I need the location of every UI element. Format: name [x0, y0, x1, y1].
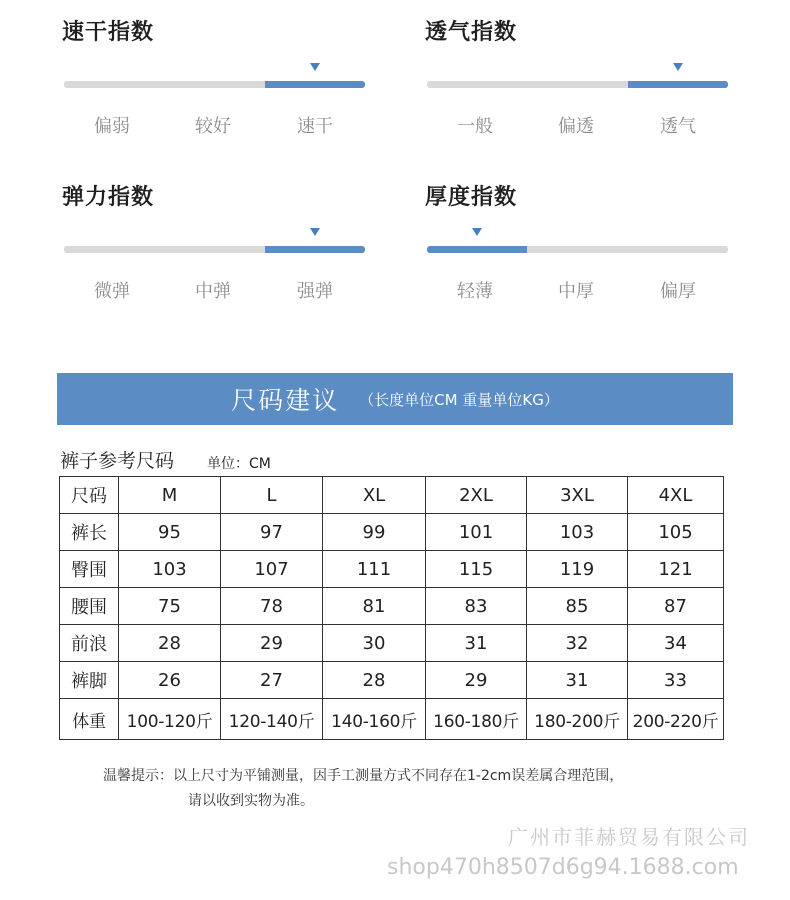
size-header: M	[119, 477, 221, 514]
indicator-fill	[628, 81, 728, 88]
size-header: L	[221, 477, 323, 514]
table-cell: 32	[527, 625, 628, 662]
table-cell: 29	[221, 625, 323, 662]
size-header: 3XL	[527, 477, 628, 514]
table-cell: 28	[323, 662, 426, 699]
table-row	[60, 514, 724, 551]
company-watermark: 广州市菲赫贸易有限公司	[508, 825, 750, 849]
header-label: 尺码	[60, 477, 119, 514]
table-row	[60, 588, 724, 625]
table-cell: 103	[527, 514, 628, 551]
table-cell: 119	[527, 551, 628, 588]
size-advice-banner	[57, 373, 733, 425]
table-cell: 31	[426, 625, 527, 662]
indicator-title: 厚度指数	[425, 185, 518, 210]
table-cell: 81	[323, 588, 426, 625]
indicator-title: 弹力指数	[62, 185, 155, 210]
indicator-track	[427, 246, 728, 253]
elasticity-indicator	[62, 170, 367, 310]
table-row	[60, 699, 724, 740]
indicator-label: 中弹	[195, 281, 231, 302]
indicator-label: 一般	[457, 116, 493, 137]
indicator-label: 轻薄	[457, 281, 493, 302]
table-cell: 31	[527, 662, 628, 699]
thickness-indicator	[425, 170, 730, 310]
table-cell: 30	[323, 625, 426, 662]
table-title: 裤子参考尺码	[60, 450, 175, 472]
breathability-indicator	[425, 5, 730, 145]
quick-dry-indicator	[62, 5, 367, 145]
banner-subtitle: （长度单位CM 重量单位KG）	[359, 390, 559, 409]
table-cell: 29	[426, 662, 527, 699]
table-cell: 107	[221, 551, 323, 588]
table-cell: 95	[119, 514, 221, 551]
indicator-marker-icon	[310, 63, 320, 71]
indicator-label: 微弹	[94, 281, 130, 302]
indicator-marker-icon	[472, 228, 482, 236]
indicator-track	[64, 81, 365, 88]
table-cell: 87	[628, 588, 724, 625]
indicator-label: 较好	[195, 116, 231, 137]
table-cell: 111	[323, 551, 426, 588]
table-cell: 75	[119, 588, 221, 625]
table-cell: 99	[323, 514, 426, 551]
table-row	[60, 551, 724, 588]
indicator-fill	[427, 246, 527, 253]
row-label: 裤长	[60, 514, 119, 551]
table-header-row	[60, 477, 724, 514]
table-cell: 27	[221, 662, 323, 699]
indicator-label: 中厚	[558, 281, 594, 302]
table-cell: 115	[426, 551, 527, 588]
table-cell: 100-120斤	[119, 699, 221, 740]
row-label: 腰围	[60, 588, 119, 625]
table-cell: 34	[628, 625, 724, 662]
table-cell: 103	[119, 551, 221, 588]
indicator-track	[64, 246, 365, 253]
indicator-marker-icon	[673, 63, 683, 71]
table-cell: 105	[628, 514, 724, 551]
table-cell: 120-140斤	[221, 699, 323, 740]
size-header: XL	[323, 477, 426, 514]
table-row	[60, 625, 724, 662]
measurement-note-continued: 请以收到实物为准。	[188, 793, 314, 809]
size-header: 2XL	[426, 477, 527, 514]
table-cell: 180-200斤	[527, 699, 628, 740]
table-cell: 200-220斤	[628, 699, 724, 740]
banner-title: 尺码建议	[231, 386, 340, 415]
table-cell: 160-180斤	[426, 699, 527, 740]
indicator-label: 偏透	[558, 116, 594, 137]
table-cell: 85	[527, 588, 628, 625]
table-cell: 78	[221, 588, 323, 625]
indicator-label: 偏弱	[94, 116, 130, 137]
table-cell: 28	[119, 625, 221, 662]
indicator-title: 透气指数	[425, 20, 518, 45]
table-cell: 83	[426, 588, 527, 625]
indicator-marker-icon	[310, 228, 320, 236]
shop-url-watermark: shop470h8507d6g94.1688.com	[387, 855, 739, 880]
indicator-title: 速干指数	[62, 20, 155, 45]
row-label: 臀围	[60, 551, 119, 588]
indicator-label: 强弹	[297, 281, 333, 302]
row-label: 体重	[60, 699, 119, 740]
indicator-fill	[265, 246, 365, 253]
indicator-label: 速干	[297, 116, 333, 137]
indicator-label: 透气	[660, 116, 696, 137]
row-label: 裤脚	[60, 662, 119, 699]
size-table	[59, 476, 724, 740]
table-cell: 33	[628, 662, 724, 699]
indicator-fill	[265, 81, 365, 88]
table-cell: 101	[426, 514, 527, 551]
measurement-note: 温馨提示：以上尺寸为平铺测量，因手工测量方式不同存在1-2cm误差属合理范围，	[103, 768, 624, 784]
table-cell: 97	[221, 514, 323, 551]
table-cell: 140-160斤	[323, 699, 426, 740]
indicator-label: 偏厚	[660, 281, 696, 302]
size-header: 4XL	[628, 477, 724, 514]
indicator-track	[427, 81, 728, 88]
row-label: 前浪	[60, 625, 119, 662]
table-row	[60, 662, 724, 699]
table-cell: 26	[119, 662, 221, 699]
table-cell: 121	[628, 551, 724, 588]
table-unit: 单位：CM	[207, 456, 271, 472]
